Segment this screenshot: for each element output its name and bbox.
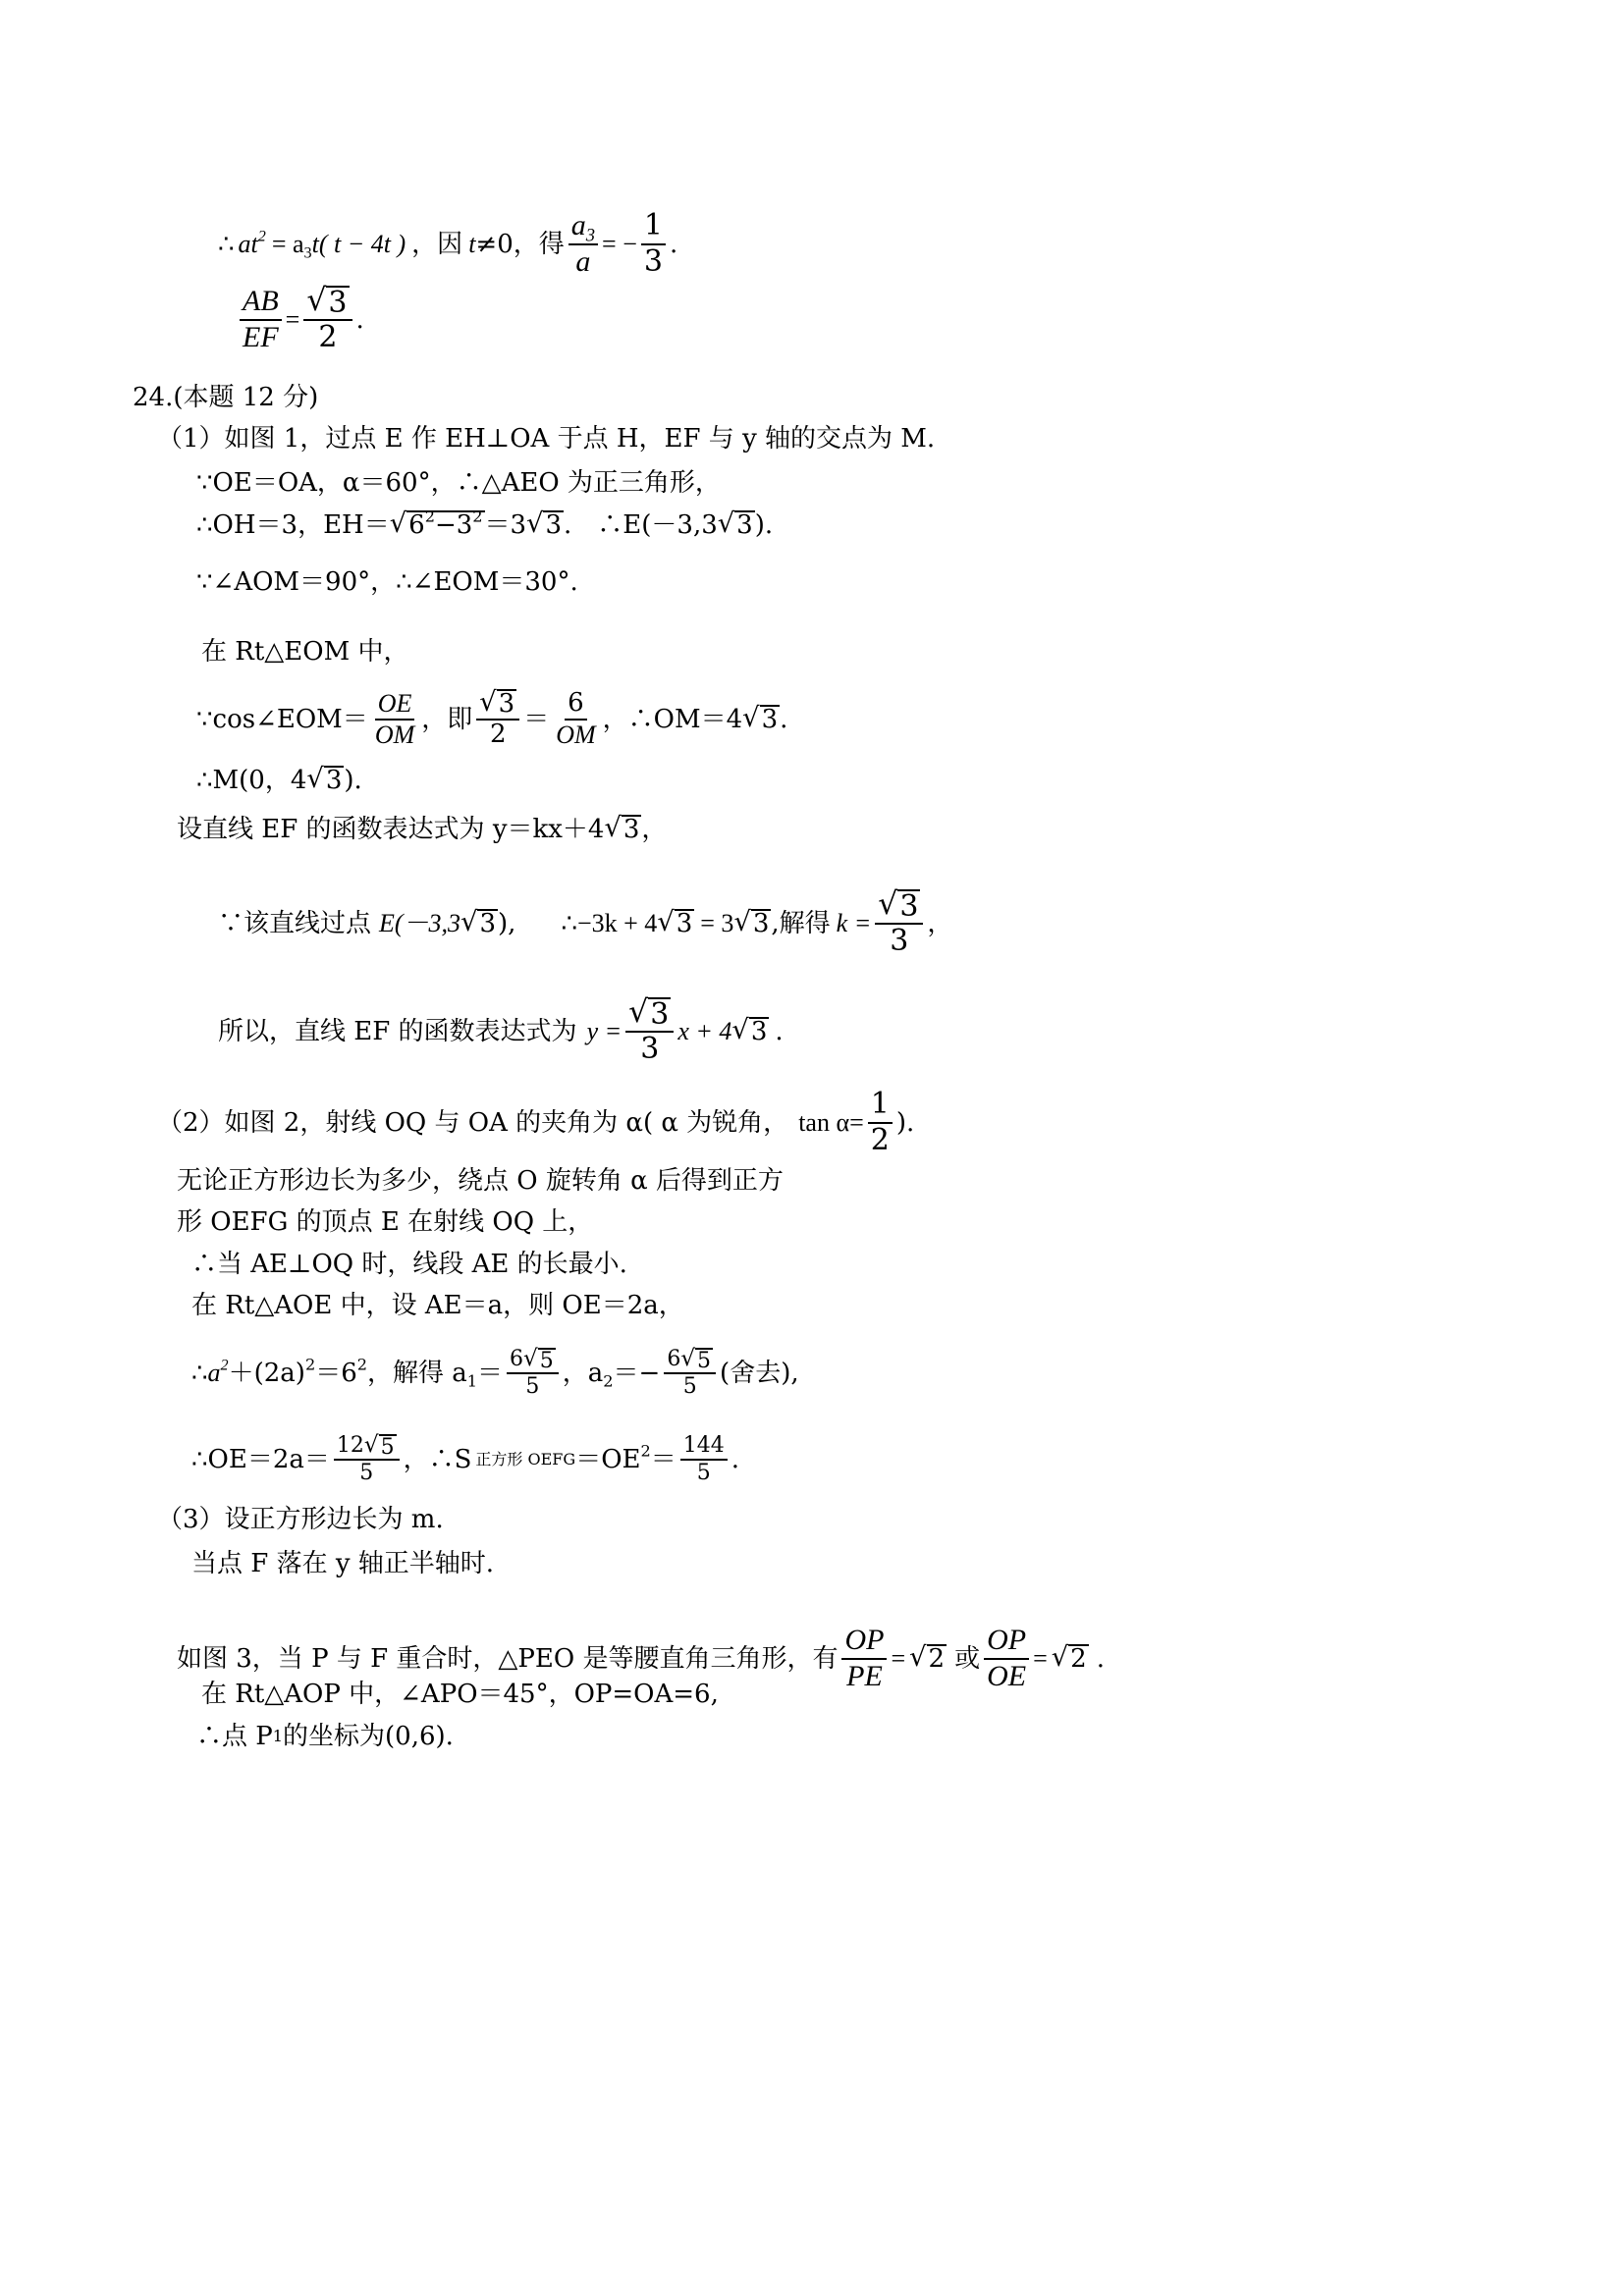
line-OE-area [191, 1433, 739, 1485]
frac-den: 2 [318, 319, 338, 354]
text-point-P: ∴点 P [196, 1722, 273, 1751]
text-OE-2a: ∴OE＝2a＝ [191, 1444, 330, 1474]
fraction-1-over-3 [641, 209, 666, 279]
fraction-6sqrt5-over-5 [507, 1347, 559, 1399]
period: . [775, 1016, 784, 1046]
fraction-144-over-5 [680, 1433, 728, 1485]
fraction-sqrt3-over-3 [625, 996, 674, 1066]
equals-sign: = [285, 304, 300, 334]
line-EF-expression [218, 996, 784, 1066]
expr-eq-a3: = $a_3$ [271, 229, 312, 262]
sqrt-2: √ 2 [1051, 1641, 1087, 1674]
line-OH-EH [196, 507, 774, 540]
part-2-intro [157, 1088, 914, 1157]
period: . [731, 1444, 740, 1474]
frac-den: 3 [640, 1031, 660, 1066]
line-F-on-y: 当点 F 落在 y 轴正半轴时. [191, 1549, 495, 1578]
line-rotation-1: 无论正方形边长为多少，绕点 O 旋转角 α 后得到正方 [177, 1166, 784, 1196]
frac-num: 144 [680, 1433, 728, 1460]
text-close: ). [344, 765, 362, 795]
text-set-EF: 设直线 EF 的函数表达式为 y＝kx＋4 [177, 814, 605, 844]
sqrt-3: √ 3 [731, 1014, 768, 1046]
frac-num: AB [240, 285, 282, 321]
equation-line-1 [218, 209, 677, 279]
line-through-E [218, 888, 952, 958]
text-eq-k: ∴−3k + 4 [561, 908, 658, 937]
text-eq3: ＝3 [484, 509, 527, 540]
neg-sign: = − [602, 229, 637, 258]
text-neg: ＝− [613, 1358, 661, 1388]
fraction-OP-over-OE [984, 1624, 1029, 1693]
frac-num: OP [984, 1624, 1029, 1660]
text-a2: ，$a_2$ [562, 1358, 614, 1391]
text-P1-coord: 的坐标为(0,6). [283, 1722, 454, 1751]
line-equilateral: ∵OE＝OA，α＝60°，∴△AEO 为正三角形， [196, 468, 721, 498]
equation-line-2 [236, 285, 364, 354]
line-angle-AOM: ∵∠AOM＝90°，∴∠EOM＝30°. [196, 567, 578, 597]
text-S: ，∴S [403, 1444, 472, 1474]
text-solve-a1: ，解得 $a_1$ [367, 1358, 478, 1391]
frac-num: √ 3 [875, 888, 923, 925]
frac-den: 5 [682, 1374, 697, 1400]
period: . [1096, 1643, 1105, 1674]
var-a: $a^2$ [207, 1357, 229, 1387]
text-solve: ,解得 [771, 908, 831, 938]
line-set-EF [177, 815, 667, 843]
text-x-plus: x + 4 [677, 1016, 732, 1045]
text-OE-sq: $=OE^2$ [575, 1441, 651, 1474]
var-t: t [468, 229, 476, 258]
line-P1-coord: ∴点 P 1 的坐标为(0,6). [196, 1722, 454, 1751]
frac-den: OE [987, 1659, 1027, 1692]
frac-num: √ 3 [625, 996, 674, 1033]
frac-num: 1 [641, 209, 666, 245]
expr-t: t( t − 4t ) [311, 229, 406, 258]
frac-den: 5 [696, 1460, 711, 1485]
sqrt-2: √ 2 [909, 1641, 946, 1674]
part-3-intro: （3）设正方形边长为 m. [157, 1505, 444, 1534]
text-or: 或 [954, 1643, 981, 1674]
line-rotation-2: 形 OEFG 的顶点 E 在射线 OQ 上， [177, 1207, 594, 1237]
fraction-sqrt3-over-3 [875, 888, 923, 958]
frac-den: EF [243, 320, 279, 353]
text-OM-result: ，∴OM＝4 [602, 704, 743, 734]
text-part2: （2）如图 2，射线 OQ 与 OA 的夹角为 α( α 为锐角， [157, 1107, 789, 1138]
frac-num: $a_3$ [568, 209, 598, 245]
comma: ， [641, 814, 668, 844]
fraction-sqrt3-over-2 [476, 689, 519, 750]
text-square-OEFG: 正方形 OEFG [475, 1449, 576, 1468]
comma: ， [927, 908, 953, 938]
text-close: ). [754, 509, 774, 540]
fraction-AB-over-EF [240, 285, 282, 354]
text-OH: ∴OH＝3，EH＝ [196, 509, 390, 540]
text-eq6: $=6^2$ [315, 1355, 367, 1388]
line-AE-min: ∴当 AE⊥OQ 时，线段 AE 的长最小. [191, 1250, 627, 1279]
frac-den: 3 [643, 243, 663, 279]
text-E-point: E(－3,3 [379, 908, 461, 937]
frac-num: √ 3 [476, 689, 519, 721]
equals-sign: = [1033, 1643, 1048, 1673]
fraction-1-over-2 [868, 1088, 893, 1157]
sqrt-3: √ 3 [526, 508, 563, 540]
fraction-OP-over-PE [841, 1624, 887, 1693]
line-rt-AOP: 在 Rt△AOP 中，∠APO＝45°，OP=OA=6, [201, 1680, 719, 1709]
text-eq-3: = 3 [700, 908, 734, 937]
text-tan: tan α= [798, 1107, 864, 1137]
text-discard: (舍去), [720, 1358, 799, 1388]
sqrt-3: √ 3 [733, 906, 770, 938]
text-close: ). [895, 1107, 915, 1138]
line-rt-AOE: 在 Rt△AOE 中，设 AE＝a，则 OE＝2a， [191, 1291, 684, 1320]
frac-num: 6 √ 5 [507, 1347, 559, 1374]
line-cos-EOM [196, 689, 787, 750]
frac-num: √ 3 [303, 285, 352, 321]
sqrt-3: √ 3 [306, 764, 343, 795]
equals-sign: = [891, 1643, 906, 1673]
frac-num: OE [375, 689, 415, 721]
line-solve-a [191, 1347, 799, 1399]
equals-sign: ＝ [477, 1358, 504, 1388]
frac-den: PE [846, 1659, 883, 1692]
frac-den: 2 [489, 719, 507, 749]
therefore-symbol: ∴ [218, 229, 235, 259]
frac-den: OM [556, 720, 596, 749]
frac-den: 2 [870, 1122, 890, 1157]
text-through: ∵该直线过点 [218, 908, 372, 938]
line-in-rt-EOM: 在 Rt△EOM 中， [201, 637, 409, 667]
fraction-a3-over-a [568, 209, 598, 279]
text-because: 因 [437, 229, 463, 259]
text-so-EF: 所以，直线 EF 的函数表达式为 [218, 1016, 577, 1046]
equals-sign: ＝ [650, 1444, 677, 1474]
period: . [780, 704, 788, 734]
frac-num: 6 [565, 689, 587, 721]
fraction-sqrt3-over-2 [303, 285, 352, 354]
frac-num: OP [841, 1624, 887, 1660]
text-ne-zero: ≠0，得 [475, 229, 565, 259]
frac-den: OM [374, 720, 415, 749]
text-comma-because: ， [411, 229, 438, 259]
period: . [669, 229, 678, 259]
line-M-coord [196, 766, 362, 794]
sqrt-3: √ 3 [742, 703, 779, 735]
part-1-intro: （1）如图 1，过点 E 作 EH⊥OA 于点 H，EF 与 y 轴的交点为 M. [157, 424, 936, 454]
text-M: ∴M(0，4 [196, 765, 307, 795]
sqrt-3: √ 3 [717, 508, 753, 540]
text-cos: ∵cos∠EOM＝ [196, 704, 368, 734]
text-plus-2a: $+(2a)^2$ [228, 1355, 316, 1388]
frac-den: 5 [525, 1374, 540, 1400]
text-k-eq: k = [836, 908, 872, 937]
therefore-symbol: ∴ [191, 1358, 208, 1388]
frac-num: 12 √ 5 [334, 1433, 400, 1461]
frac-num: 1 [868, 1088, 893, 1124]
sqrt-62-minus-32: √ $6^2-3^2$ [389, 507, 483, 540]
text-ji: ，即 [421, 704, 473, 734]
sqrt-3: √ 3 [604, 813, 640, 844]
text-y-eq: y = [586, 1016, 623, 1045]
sqrt-3: √ 3 [657, 906, 693, 938]
text-close: ), [498, 908, 516, 938]
equals-sign: ＝ [523, 704, 550, 734]
text-E-coord: . ∴E(－3,3 [564, 509, 718, 540]
frac-num: 6 √ 5 [664, 1347, 716, 1374]
problem-heading: 24.(本题 12 分) [133, 383, 319, 412]
fraction-6-over-OM [553, 689, 598, 750]
frac-den: a [575, 244, 591, 278]
text-fig3: 如图 3，当 P 与 F 重合时，△PEO 是等腰直角三角形，有 [177, 1643, 839, 1674]
frac-den: 5 [359, 1461, 374, 1486]
fraction-12sqrt5-over-5 [334, 1433, 400, 1485]
period: . [355, 304, 364, 335]
frac-den: 3 [890, 923, 909, 958]
expr-at2: $at^2$ [238, 228, 266, 258]
fraction-OE-over-OM [372, 689, 417, 750]
sqrt-3: √ 3 [460, 906, 497, 938]
fraction-6sqrt5-over-5 [664, 1347, 716, 1399]
